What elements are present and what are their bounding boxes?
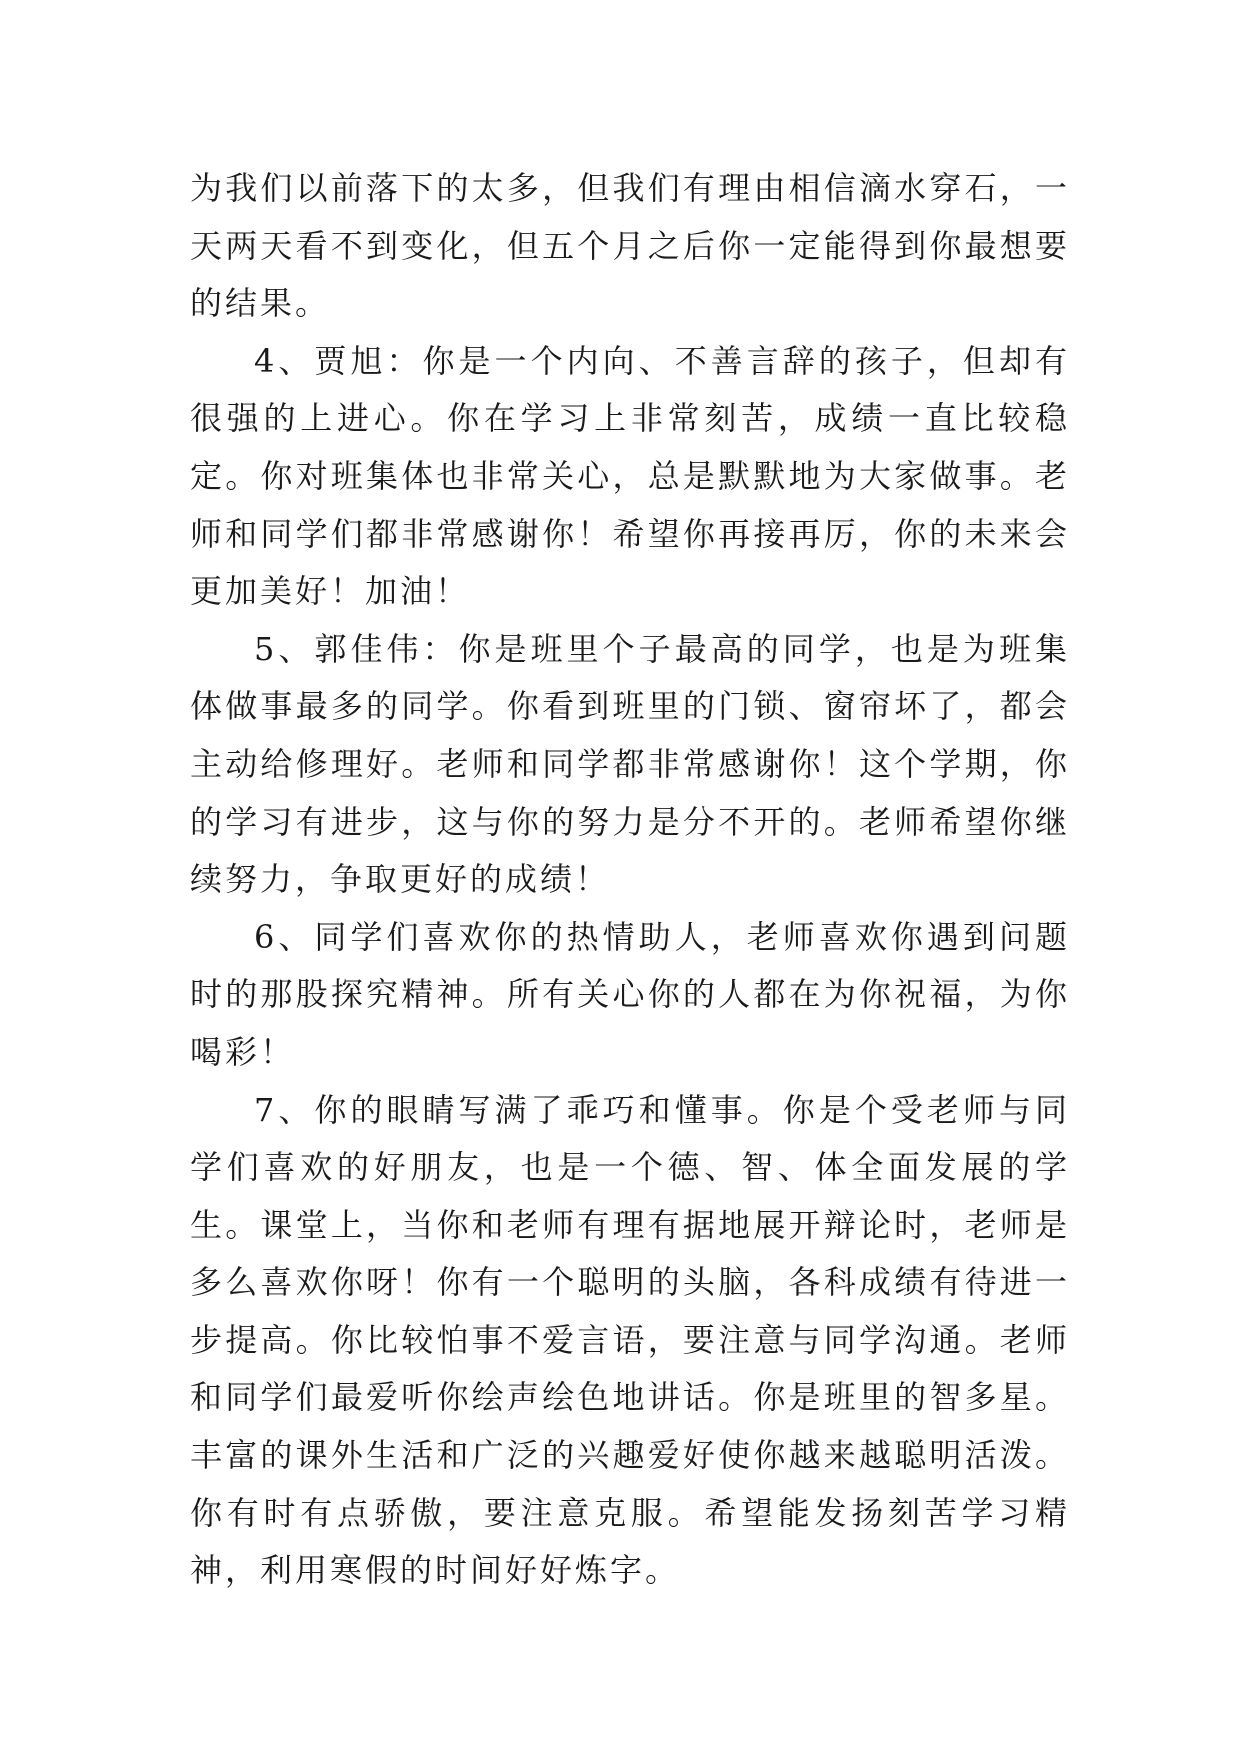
paragraph-comment-5: 5、郭佳伟：你是班里个子最高的同学，也是为班集体做事最多的同学。你看到班里的门锁、窗帘坏了，都会主动给修理好。老师和同学都非常感谢你！这个学期，你的学习有进步，这与你的努力是分不开的。老师希望你继续努力，争取更好的成绩！: [190, 629, 1070, 899]
paragraph-comment-7: 7、你的眼睛写满了乖巧和懂事。你是个受老师与同学们喜欢的好朋友，也是一个德、智、体全面发展的学生。课堂上，当你和老师有理有据地展开辩论时，老师是多么喜欢你呀！你有一个聪明的头脑，各科成绩有待进一步提高。你比较怕事不爱言语，要注意与同学沟通。老师和同学们最爱听你绘声绘色地讲话。你是班里的智多星。丰富的课外生活和广泛的兴趣爱好使你越来越聪明活泼。你有时有点骄傲，要注意克服。希望能发扬刻苦学习精神，利用寒假的时间好好炼字。: [190, 1090, 1070, 1590]
paragraph-comment-6: 6、同学们喜欢你的热情助人，老师喜欢你遇到问题时的那股探究精神。所有关心你的人都在为你祝福，为你喝彩！: [190, 917, 1070, 1071]
document-body: [190, 160, 1070, 1600]
paragraph-comment-4: 4、贾旭：你是一个内向、不善言辞的孩子，但却有很强的上进心。你在学习上非常刻苦，成绩一直比较稳定。你对班集体也非常关心，总是默默地为大家做事。老师和同学们都非常感谢你！希望你再接再厉，你的未来会更加美好！加油！: [190, 341, 1070, 611]
paragraph-continuation: 为我们以前落下的太多，但我们有理由相信滴水穿石，一天两天看不到变化，但五个月之后你一定能得到你最想要的结果。: [190, 169, 1070, 323]
